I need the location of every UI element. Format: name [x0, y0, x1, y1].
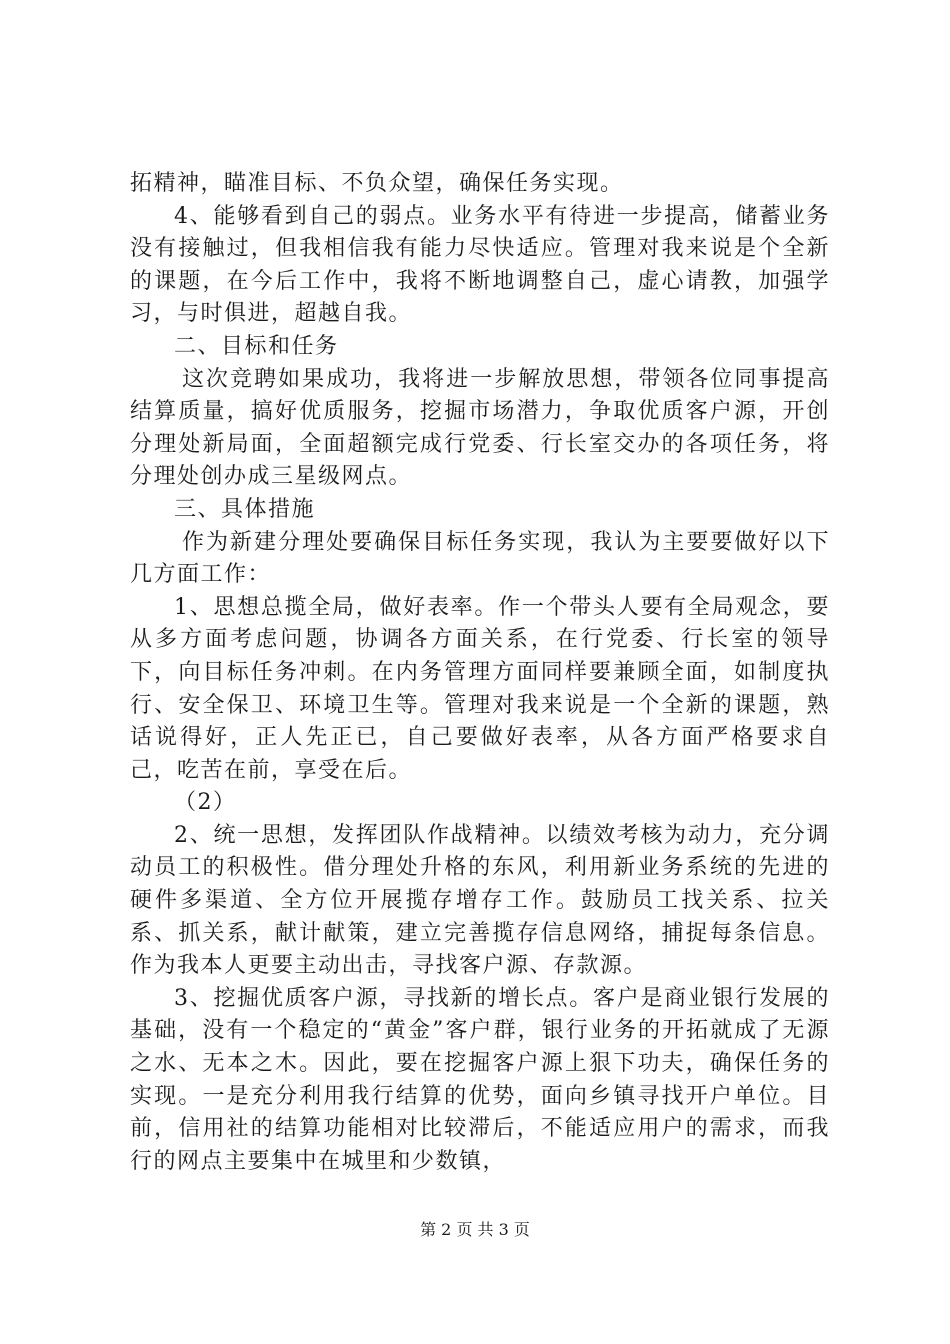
document-page — [130, 168, 830, 1178]
paragraph-measure-2: 2、统一思想，发挥团队作战精神。以绩效考核为动力，充分调动员工的积极性。借分理处升格的东风，利用新业务系统的先进的硬件多渠道、全方位开展揽存增存工作。鼓励员工找关系、拉关系、抓关系，献计献策，建立完善揽存信息网络，捕捉每条信息。作为我本人更要主动出击，寻找客户源、存款源。 — [130, 822, 830, 979]
page-footer: 第 2 页 共 3 页 — [420, 1220, 530, 1239]
paragraph-continuation: 拓精神，瞄准目标、不负众望，确保任务实现。 — [130, 171, 624, 196]
paragraph-measures-intro: 作为新建分理处要确保目标任务实现，我认为主要要做好以下几方面工作： — [130, 529, 830, 588]
paragraph-weakness: 4、能够看到自己的弱点。业务水平有待进一步提高，储蓄业务没有接触过，但我相信我有能力尽快适应。管理对我来说是个全新的课题，在今后工作中，我将不断地调整自己，虚心请教，加强学习，与时俱进，超越自我。 — [130, 203, 830, 327]
paragraph-measure-1: 1、思想总揽全局，做好表率。作一个带头人要有全局观念，要从多方面考虑问题，协调各方面关系，在行党委、行长室的领导下，向目标任务冲刺。在内务管理方面同样要兼顾全面，如制度执行、安全保卫、环境卫生等。管理对我来说是一个全新的课题，熟话说得好，正人先正已，自己要做好表率，从各方面严格要求自己，吃苦在前，享受在后。 — [130, 594, 830, 783]
section-heading-measures: 三、具体措施 — [174, 496, 316, 522]
paragraph-goals: 这次竞聘如果成功，我将进一步解放思想，带领各位同事提高结算质量，搞好优质服务，挖掘市场潜力，争取优质客户源，开创分理处新局面，全面超额完成行党委、行长室交办的各项任务，将分理处创办成三星级网点。 — [130, 366, 830, 490]
sub-number: （2） — [174, 790, 237, 816]
section-heading-goals: 二、目标和任务 — [174, 333, 339, 359]
paragraph-measure-3: 3、挖掘优质客户源，寻找新的增长点。客户是商业银行发展的基础，没有一个稳定的“黄金”客户群，银行业务的开拓就成了无源之水、无本之木。因此，要在挖掘客户源上狠下功夫，确保任务的实现。一是充分利用我行结算的优势，面向乡镇寻找开户单位。目前，信用社的结算功能相对比较滞后，不能适应用户的需求，而我行的网点主要集中在城里和少数镇， — [130, 985, 830, 1174]
